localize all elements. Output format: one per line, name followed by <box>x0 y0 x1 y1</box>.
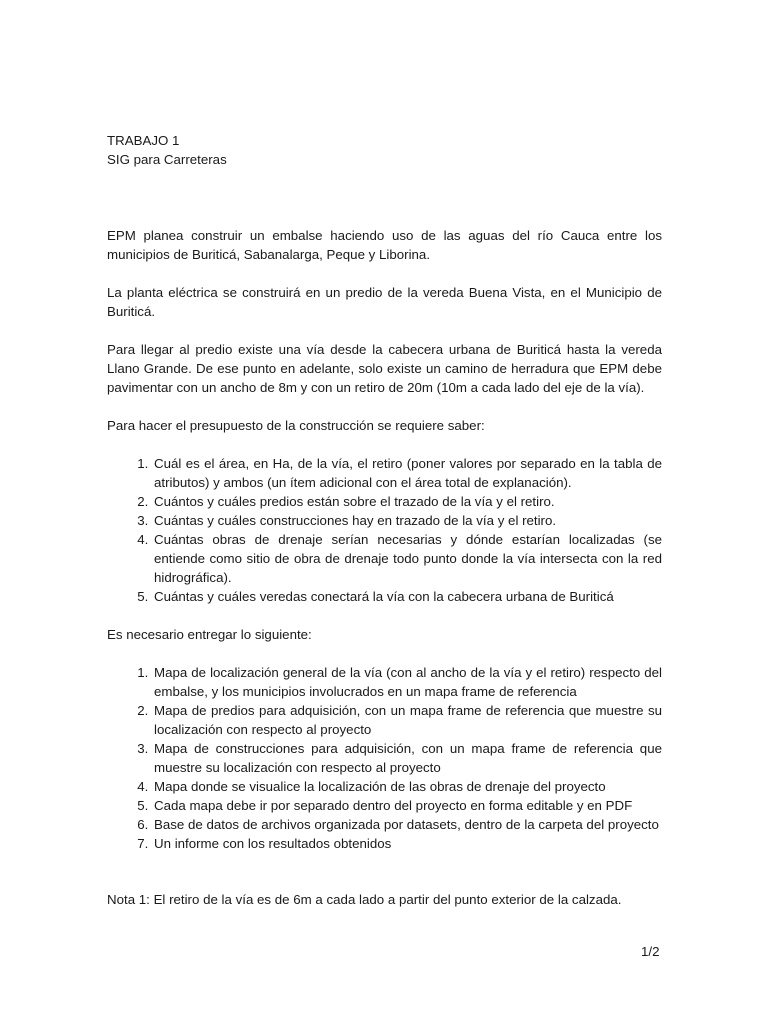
spacer <box>107 321 662 340</box>
list-item: 3. Cuántas y cuáles construcciones hay en trazado de la vía y el retiro. <box>152 511 662 530</box>
paragraph-plant: La planta eléctrica se construirá en un predio de la vereda Buena Vista, en el Municipio de Buriticá. <box>107 285 662 319</box>
note-text: Nota 1: El retiro de la vía es de 6m a cada lado a partir del punto exterior de la calzada. <box>107 892 622 907</box>
list-item: 1. Cuál es el área, en Ha, de la vía, el retiro (poner valores por separado en la tabla de atributos) y ambos (un ítem adicional con el área total de explanación). <box>152 454 662 492</box>
spacer <box>107 397 662 416</box>
list-item: 4. Cuántas obras de drenaje serían necesarias y dónde estarían localizadas (se entiende como sitio de obra de drenaje todo punto donde la vía intersecta con la red hidrográfica). <box>152 530 662 587</box>
document-body <box>107 131 662 909</box>
requirements-list <box>107 454 662 606</box>
deliverables-list <box>107 663 662 853</box>
paragraph-road: Para llegar al predio existe una vía desde la cabecera urbana de Buriticá hasta la vereda Llano Grande. De ese punto en adelante, solo existe un camino de herradura que EPM debe pavimentar con un ancho de 8m y con un retiro de 20m (10m a cada lado del eje de la vía). <box>107 342 662 395</box>
spacer <box>107 435 662 454</box>
list-item: 6. Base de datos de archivos organizada por datasets, dentro de la carpeta del proyecto <box>152 815 662 834</box>
list-item: 3. Mapa de construcciones para adquisición, con un mapa frame de referencia que muestre su localización con respecto al proyecto <box>152 739 662 777</box>
list-item: 5. Cada mapa debe ir por separado dentro del proyecto en forma editable y en PDF <box>152 796 662 815</box>
spacer <box>107 169 662 226</box>
list-item: 2. Mapa de predios para adquisición, con un mapa frame de referencia que muestre su localización con respecto al proyecto <box>152 701 662 739</box>
paragraph-budget: Para hacer el presupuesto de la construcción se requiere saber: <box>107 418 485 433</box>
document-title: TRABAJO 1 <box>107 133 180 148</box>
list-item: 4. Mapa donde se visualice la localización de las obras de drenaje del proyecto <box>152 777 662 796</box>
list-item: 5. Cuántas y cuáles veredas conectará la vía con la cabecera urbana de Buriticá <box>152 587 662 606</box>
spacer <box>107 644 662 663</box>
list-item: 1. Mapa de localización general de la vía (con al ancho de la vía y el retiro) respecto del embalse, y los municipios involucrados en un mapa frame de referencia <box>152 663 662 701</box>
spacer <box>107 606 662 625</box>
spacer <box>107 264 662 283</box>
spacer <box>107 853 662 890</box>
list-item: 7. Un informe con los resultados obtenidos <box>152 834 662 853</box>
page-number: 1/2 <box>641 944 660 959</box>
paragraph-intro: EPM planea construir un embalse haciendo uso de las aguas del río Cauca entre los municipios de Buriticá, Sabanalarga, Peque y Liborina. <box>107 228 662 262</box>
paragraph-deliverables-intro: Es necesario entregar lo siguiente: <box>107 627 312 642</box>
document-subtitle: SIG para Carreteras <box>107 152 227 167</box>
list-item: 2. Cuántos y cuáles predios están sobre el trazado de la vía y el retiro. <box>152 492 662 511</box>
